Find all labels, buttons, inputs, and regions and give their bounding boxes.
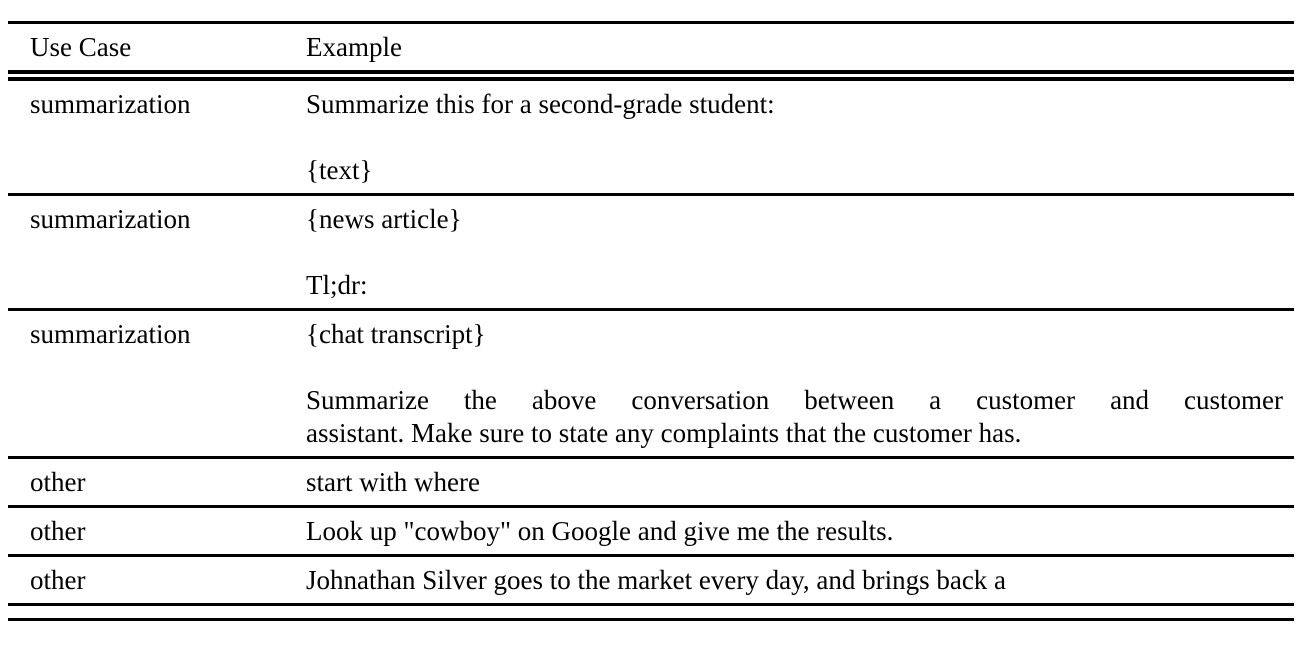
table-row — [8, 195, 1294, 310]
column-header-use-case: Use Case — [30, 32, 132, 62]
table-row — [8, 556, 1294, 605]
example-line: {news article} — [306, 204, 462, 234]
table-row — [8, 507, 1294, 556]
example-line: Summarize the above conversation between a customer and customer — [306, 385, 1283, 415]
example-paragraph — [306, 466, 1283, 499]
table-body — [8, 76, 1294, 605]
example-line: Summarize this for a second-grade student: — [306, 89, 775, 119]
use-case-cell: summarization — [30, 204, 191, 234]
example-paragraph — [306, 154, 1283, 187]
use-case-cell: other — [30, 467, 86, 497]
example-paragraph — [306, 564, 1283, 597]
example-line: Tl;dr: — [306, 270, 368, 300]
example-line: {chat transcript} — [306, 319, 486, 349]
use-case-cell: summarization — [30, 319, 191, 349]
example-cell — [306, 556, 1294, 605]
example-paragraph — [306, 269, 1283, 302]
example-cell — [306, 195, 1294, 310]
table-header — [8, 23, 1294, 76]
example-paragraph — [306, 88, 1283, 121]
example-paragraph — [306, 515, 1283, 548]
example-cell — [306, 76, 1294, 195]
use-case-cell: summarization — [30, 89, 191, 119]
use-case-example-table — [8, 21, 1294, 606]
example-line: {text} — [306, 155, 373, 185]
example-cell — [306, 458, 1294, 507]
example-paragraph — [306, 384, 1283, 450]
table-row — [8, 310, 1294, 458]
header-row — [8, 23, 1294, 76]
table-row — [8, 458, 1294, 507]
use-case-cell: other — [30, 565, 86, 595]
prompts-table — [8, 21, 1294, 621]
example-cell — [306, 310, 1294, 458]
table-bottom-rule — [8, 618, 1294, 621]
example-line: start with where — [306, 467, 480, 497]
example-line: Johnathan Silver goes to the market every day, and brings back a — [306, 565, 1007, 595]
example-paragraph — [306, 318, 1283, 351]
example-cell — [306, 507, 1294, 556]
example-line: Look up "cowboy" on Google and give me the results. — [306, 516, 894, 546]
example-line: assistant. Make sure to state any complaints that the customer has. — [306, 418, 1022, 448]
example-paragraph — [306, 203, 1283, 236]
use-case-cell: other — [30, 516, 86, 546]
column-header-example: Example — [306, 32, 402, 62]
table-row — [8, 76, 1294, 195]
